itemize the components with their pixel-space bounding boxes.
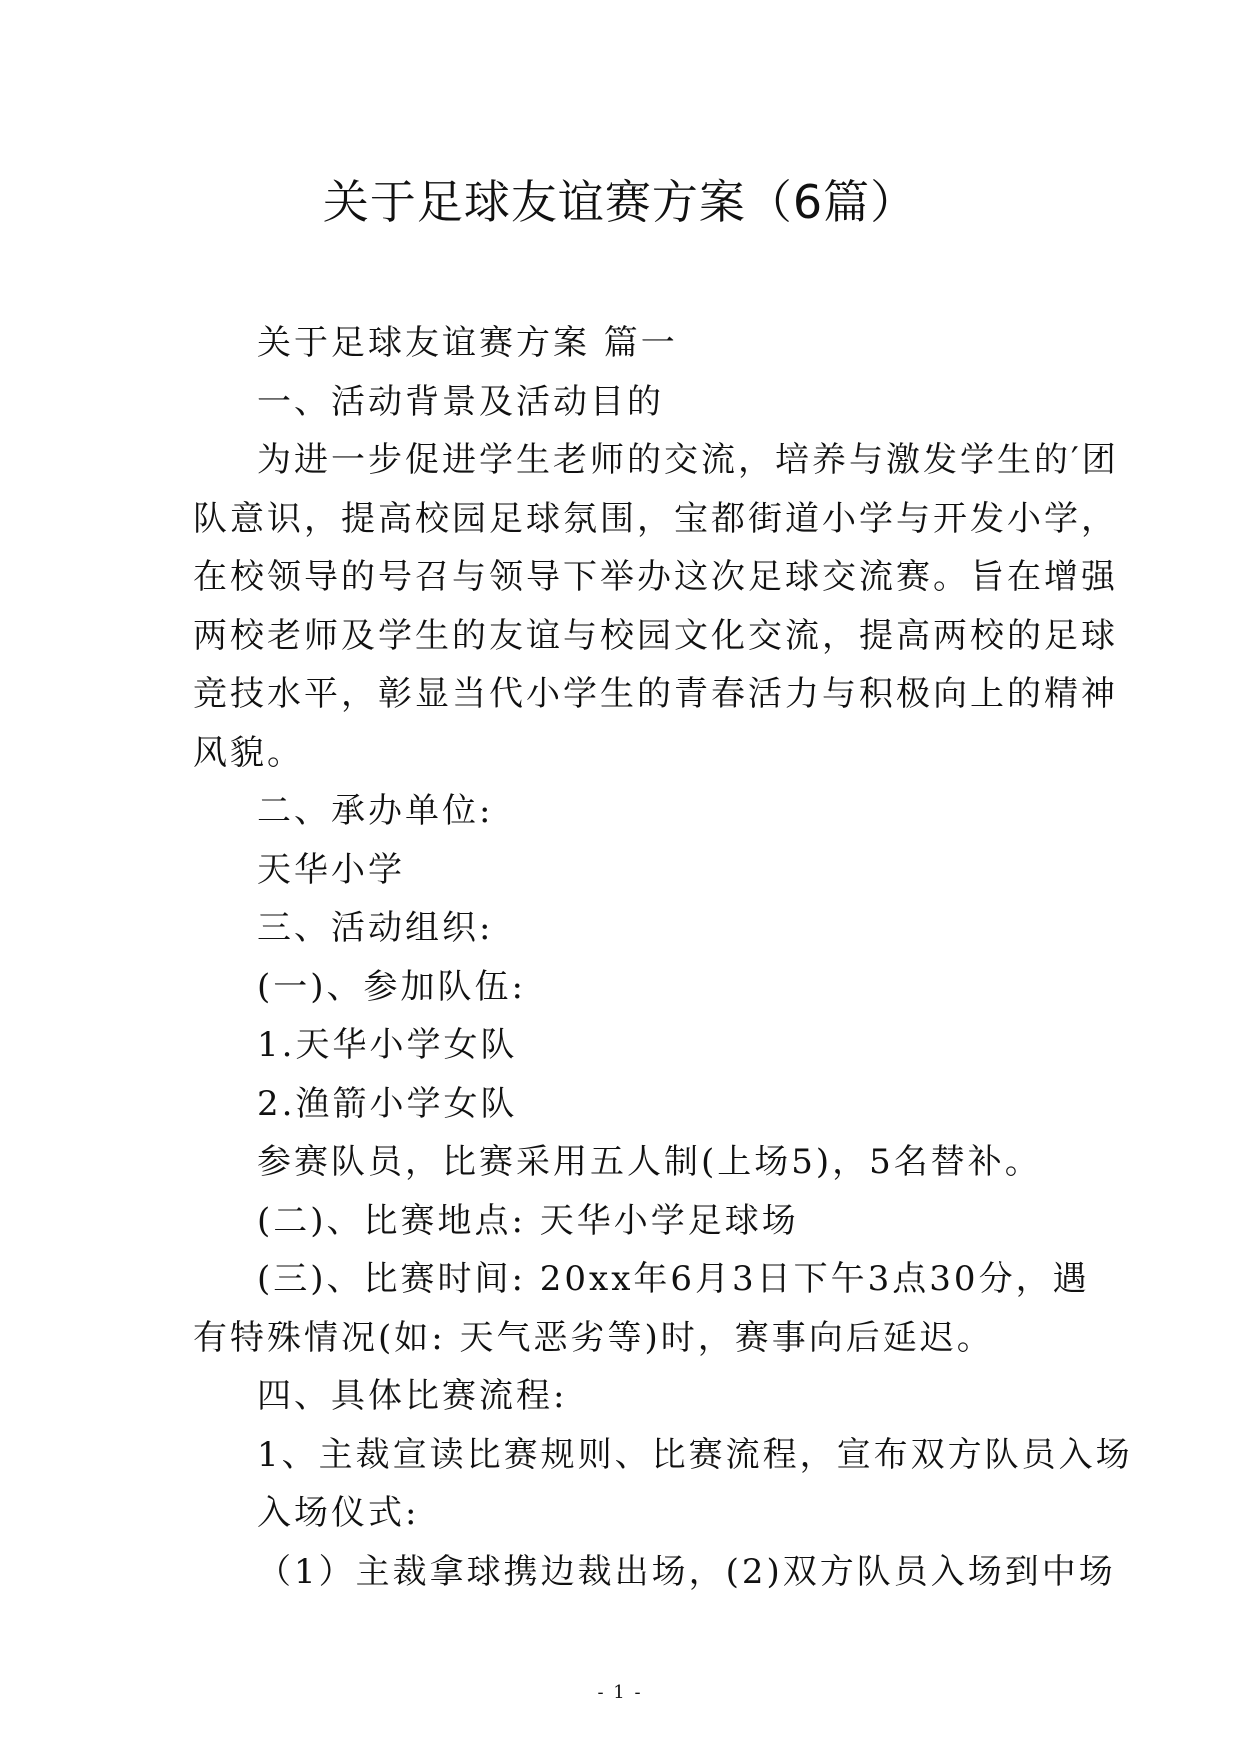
body-line: 三、活动组织: (257, 908, 494, 948)
body-line: 1、主裁宣读比赛规则、比赛流程，宣布双方队员入场 (257, 1434, 1133, 1475)
body-line: 参赛队员，比赛采用五人制(上场5)，5名替补。 (257, 1142, 1042, 1182)
body-line: 四、具体比赛流程: (257, 1376, 568, 1416)
body-line: 关于足球友谊赛方案 篇一 (257, 323, 678, 363)
page-number: - 1 - (597, 1682, 643, 1703)
body-line: 两校老师及学生的友谊与校园文化交流，提高两校的足球 (193, 615, 1118, 656)
body-line: 竞技水平，彰显当代小学生的青春活力与积极向上的精神 (193, 674, 1118, 714)
body-line: 队意识，提高校园足球氛围，宝都街道小学与开发小学， (193, 498, 1118, 539)
body-line: 有特殊情况(如: 天气恶劣等)时，赛事向后延迟。 (193, 1317, 994, 1358)
body-line: (三)、比赛时间: 20xx年6月3日下午3点30分，遇 (257, 1259, 1090, 1299)
body-line: 1.天华小学女队 (257, 1025, 518, 1065)
body-line: 二、承办单位: (257, 791, 494, 831)
body-line: 2.渔箭小学女队 (257, 1083, 518, 1124)
body-line: 一、活动背景及活动目的 (257, 381, 664, 422)
body-line: (一)、参加队伍: (257, 966, 526, 1007)
body-line: 为进一步促进学生老师的交流，培养与激发学生的′团 (257, 440, 1119, 480)
body-line: 风貌。 (193, 732, 304, 773)
body-line: 天华小学 (257, 849, 405, 890)
body-line: 入场仪式: (257, 1493, 420, 1533)
body-line: 在校领导的号召与领导下举办这次足球交流赛。旨在增强 (193, 557, 1118, 597)
document-body (193, 314, 1133, 1601)
body-line: (二)、比赛地点: 天华小学足球场 (257, 1200, 799, 1241)
body-line: （1）主裁拿球携边裁出场，(2)双方队员入场到中场 (257, 1551, 1116, 1592)
document-title: 关于足球友谊赛方案（6篇） (322, 175, 918, 229)
